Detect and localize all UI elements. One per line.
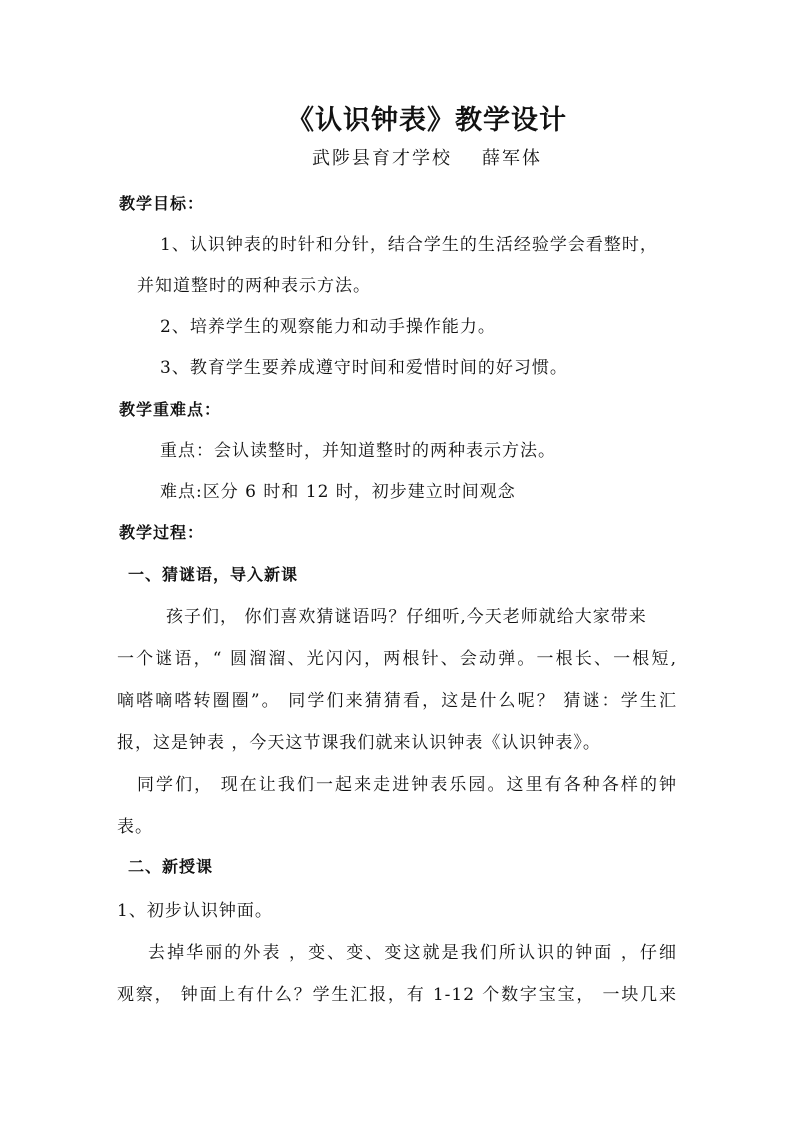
section-1-paragraph-1-line-2: 一个谜语，“ 圆溜溜、光闪闪，两根针、会动弹。一根长、一根短, xyxy=(117,649,677,669)
section-2-paragraph-1-line-2: 观察， 钟面上有什么？学生汇报，有 1-12 个数字宝宝， 一块几来 xyxy=(117,985,677,1005)
section-1-paragraph-1-line-4: 报，这是钟表 ，今天这节课我们就来认识钟表《认识钟表》。 xyxy=(117,733,601,753)
school-name: 武陟县育才学校 xyxy=(312,148,452,169)
section-1-paragraph-2-line-1: 同学们， 现在让我们一起来走进钟表乐园。这里有各种各样的钟 xyxy=(137,775,677,795)
section-2-paragraph-1-line-1: 去掉华丽的外表 ，变、变、变这就是我们所认识的钟面 ，仔细 xyxy=(148,943,677,963)
goal-1-line-2: 并知道整时的两种表示方法。 xyxy=(137,276,371,296)
section-2-subheading-1: 1、初步认识钟面。 xyxy=(117,901,273,921)
goal-3: 3、教育学生要养成遵守时间和爱惜时间的好习惯。 xyxy=(160,358,568,378)
section-1-paragraph-1-line-1: 孩子们， 你们喜欢猜谜语吗？仔细听,今天老师就给大家带来 xyxy=(166,607,647,627)
goals-heading: 教学目标： xyxy=(119,194,205,213)
key-points-heading: 教学重难点： xyxy=(119,400,222,419)
section-1-paragraph-2-line-2: 表。 xyxy=(117,817,153,837)
goal-2: 2、培养学生的观察能力和动手操作能力。 xyxy=(160,317,496,337)
section-1-paragraph-1-line-3: 嘀嗒嘀嗒转圈圈”。 同学们来猜猜看，这是什么呢？ 猜谜：学生汇 xyxy=(117,691,677,711)
goal-1-line-1: 1、认识钟表的时针和分针，结合学生的生活经验学会看整时， xyxy=(160,235,658,255)
document-title: 《认识钟表》教学设计 xyxy=(287,105,567,136)
byline xyxy=(312,148,542,170)
difficult-point: 难点:区分 6 时和 12 时，初步建立时间观念 xyxy=(160,482,516,502)
author-name: 薛军体 xyxy=(482,148,542,169)
process-heading: 教学过程： xyxy=(119,523,205,542)
section-1-heading: 一、猜谜语，导入新课 xyxy=(128,565,299,584)
key-point: 重点：会认读整时，并知道整时的两种表示方法。 xyxy=(160,441,556,461)
section-2-heading: 二、新授课 xyxy=(128,857,214,876)
